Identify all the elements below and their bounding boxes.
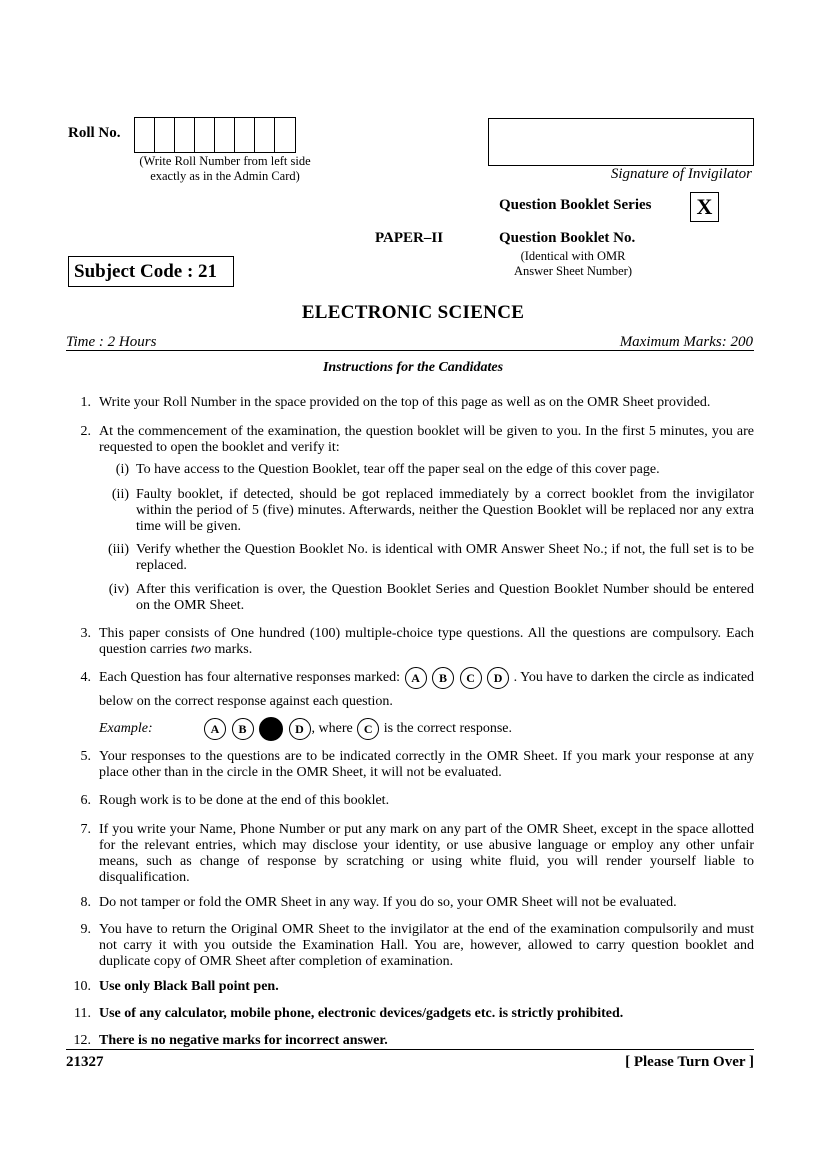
instruction-item — [66, 922, 754, 970]
invigilator-signature-box[interactable] — [488, 118, 754, 166]
sub-instruction-number: (i) — [115, 462, 129, 477]
maximum-marks: Maximum Marks: 200 — [619, 334, 753, 350]
paper-label: PAPER–II — [375, 230, 444, 246]
roll-digit-box[interactable] — [175, 118, 195, 152]
sub-instruction-item — [99, 462, 754, 478]
sub-instruction-text: To have access to the Question Booklet, tear off the paper seal on the edge of this cover page. — [136, 462, 660, 477]
sub-instruction-item — [99, 542, 754, 574]
booklet-note-line: (Identical with OMR — [520, 249, 626, 263]
option-circle-d: D — [289, 718, 311, 740]
example-label: Example: — [99, 721, 153, 737]
roll-note-line: (Write Roll Number from left side — [139, 154, 311, 168]
instruction-text: Your responses to the questions are to be indicated correctly in the OMR Sheet. If you mark your response at any place other than in the circle in the OMR Sheet, it will not be evaluated. — [99, 749, 754, 780]
instruction-item — [66, 793, 754, 809]
turn-over-note: [ Please Turn Over ] — [625, 1054, 754, 1070]
divider — [66, 350, 754, 351]
roll-number-boxes[interactable] — [134, 117, 296, 153]
option-circle-b: B — [432, 667, 454, 689]
example-row: Example: A B D , where C is the correct response. — [99, 717, 512, 741]
booklet-number-note — [499, 249, 647, 279]
roll-digit-box[interactable] — [195, 118, 215, 152]
instruction-item — [66, 666, 754, 714]
instruction-text: Use of any calculator, mobile phone, electronic devices/gadgets etc. is strictly prohibited. — [99, 1006, 624, 1021]
roll-number-label: Roll No. — [68, 125, 121, 141]
sub-instruction-number: (ii) — [111, 487, 129, 502]
instruction-text: Rough work is to be done at the end of this booklet. — [99, 793, 390, 808]
instruction-number: 3. — [80, 626, 91, 641]
roll-note-line: exactly as in the Admin Card) — [150, 169, 300, 183]
subject-code: Subject Code : 21 — [68, 256, 234, 287]
instruction-number: 1. — [80, 395, 91, 410]
roll-digit-box[interactable] — [215, 118, 235, 152]
instruction-number: 12. — [73, 1033, 91, 1048]
instruction-number: 9. — [80, 922, 91, 937]
instruction-number: 7. — [80, 822, 91, 837]
roll-digit-box[interactable] — [135, 118, 155, 152]
instruction-text: If you write your Name, Phone Number or put any mark on any part of the OMR Sheet, except in the space allotted for the relevant entries, which may disclose your identity, or use abusive language or employ any other unfair means, such as change of response by scratching or using white fluid, you will render yourself liable to disqualification. — [99, 822, 754, 885]
booklet-note-line: Answer Sheet Number) — [513, 264, 633, 278]
instruction-number: 2. — [80, 424, 91, 439]
sub-instruction-item — [99, 487, 754, 535]
instruction-text: You have to return the Original OMR Sheet to the invigilator at the end of the examination compulsorily and must not carry it with you outside the Examination Hall. You are, however, allowed to carry question booklet and duplicate copy of OMR Sheet after completion of examination. — [99, 922, 754, 969]
sub-instruction-text: After this verification is over, the Question Booklet Series and Question Booklet Number should be entered on the OMR Sheet. — [136, 582, 754, 613]
instruction-text: Write your Roll Number in the space provided on the top of this page as well as on the OMR Sheet provided. — [99, 395, 711, 410]
roll-digit-box[interactable] — [255, 118, 275, 152]
option-circle-a: A — [405, 667, 427, 689]
sub-instruction-number: (iii) — [108, 542, 129, 557]
instruction-text: At the commencement of the examination, the question booklet will be given to you. In the first 5 minutes, you are requested to open the booklet and verify it: — [99, 424, 754, 455]
sub-instruction-text: Verify whether the Question Booklet No. is identical with OMR Answer Sheet No.; if not, the full set is to be replaced. — [136, 542, 754, 573]
instruction-item — [66, 626, 754, 658]
instruction-item — [66, 424, 754, 456]
sub-instruction-text: Faulty booklet, if detected, should be got replaced immediately by a correct booklet from the invigilator within the period of 5 (five) minutes. Afterwards, neither the Question Booklet will be replaced nor any extra time will be given. — [136, 487, 754, 534]
option-circle-a: A — [204, 718, 226, 740]
instruction-number: 10. — [73, 979, 91, 994]
booklet-code: 21327 — [66, 1054, 104, 1070]
instruction-item — [66, 822, 754, 886]
page-title: ELECTRONIC SCIENCE — [301, 302, 525, 323]
divider — [66, 1049, 754, 1050]
instruction-item — [66, 395, 754, 411]
instruction-number: 6. — [80, 793, 91, 808]
invigilator-signature-label: Signature of Invigilator — [610, 166, 752, 182]
exam-time: Time : 2 Hours — [66, 334, 157, 350]
instruction-item — [66, 1006, 754, 1022]
booklet-series-label: Question Booklet Series — [499, 197, 652, 213]
roll-digit-box[interactable] — [275, 118, 295, 152]
roll-number-note — [100, 154, 350, 184]
emphasis-text: two — [190, 642, 211, 657]
filled-circle-c — [259, 717, 283, 741]
instruction-text: There is no negative marks for incorrect answer. — [99, 1033, 388, 1048]
roll-digit-box[interactable] — [235, 118, 255, 152]
instruction-text: Each Question has four alternative responses marked: A B C D . You have to darken the circle as indicated below on the correct response against each question. — [99, 666, 754, 714]
sub-instruction-item — [99, 582, 754, 614]
sub-instruction-number: (iv) — [108, 582, 129, 597]
roll-digit-box[interactable] — [155, 118, 175, 152]
option-circle-c: C — [357, 718, 379, 740]
option-circle-d: D — [487, 667, 509, 689]
booklet-number-label: Question Booklet No. — [499, 230, 636, 246]
instruction-item — [66, 1033, 754, 1049]
instruction-item — [66, 895, 754, 911]
instruction-text: This paper consists of One hundred (100) multiple-choice type questions. All the questions are compulsory. Each question carries two marks. — [99, 626, 754, 657]
instruction-number: 8. — [80, 895, 91, 910]
option-circle-b: B — [232, 718, 254, 740]
instructions-heading: Instructions for the Candidates — [322, 360, 504, 375]
instruction-item — [66, 979, 754, 995]
instruction-text: Use only Black Ball point pen. — [99, 979, 279, 994]
instruction-text: Do not tamper or fold the OMR Sheet in any way. If you do so, your OMR Sheet will not be evaluated. — [99, 895, 677, 910]
instruction-item — [66, 749, 754, 781]
instruction-number: 4. — [80, 670, 91, 685]
instruction-number: 5. — [80, 749, 91, 764]
instruction-number: 11. — [74, 1006, 91, 1021]
booklet-series-value: X — [690, 192, 719, 222]
option-circle-c: C — [460, 667, 482, 689]
